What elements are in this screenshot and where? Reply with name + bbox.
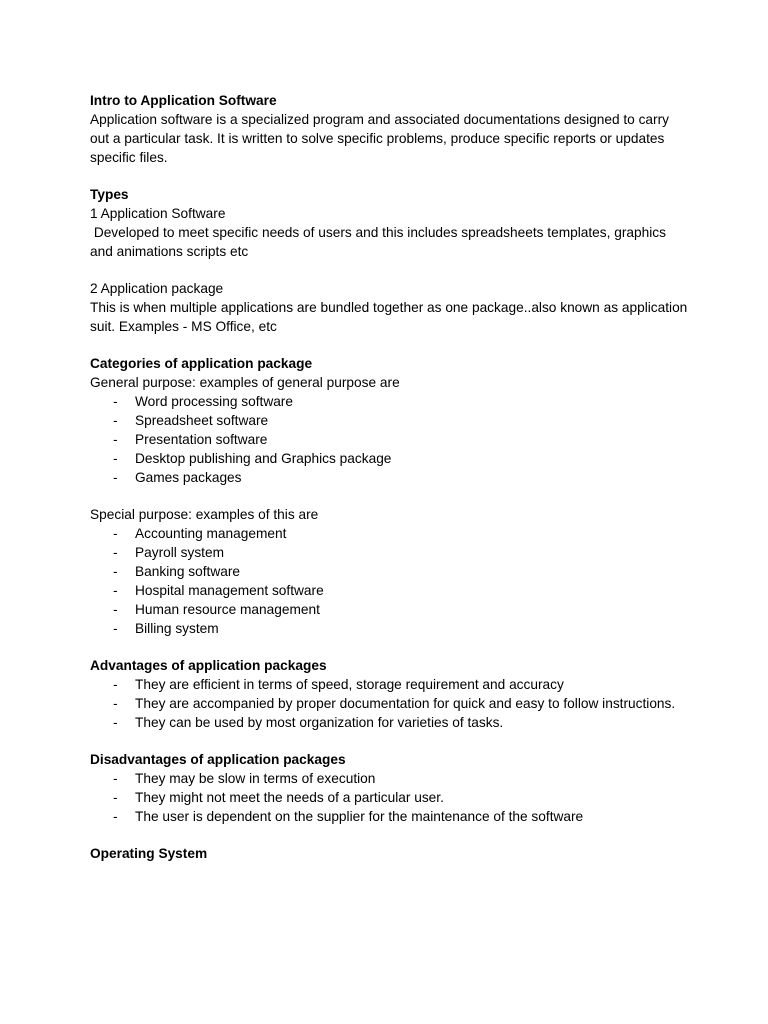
list-item: - Games packages: [90, 468, 690, 487]
general-purpose-list: [90, 392, 690, 487]
list-item: - They may be slow in terms of execution: [90, 769, 690, 788]
disadvantages-list: [90, 769, 690, 826]
list-item: - Hospital management software: [90, 581, 690, 600]
advantages-list: [90, 675, 690, 732]
list-item: - Billing system: [90, 619, 690, 638]
operating-system-heading: Operating System: [90, 846, 208, 861]
list-item: - Desktop publishing and Graphics package: [90, 449, 690, 468]
types-heading: Types: [90, 187, 129, 202]
list-item: - They are efficient in terms of speed, storage requirement and accuracy: [90, 675, 690, 694]
list-item: - Accounting management: [90, 524, 690, 543]
list-item: - Word processing software: [90, 392, 690, 411]
spacer: [90, 261, 690, 279]
type1-title: 1 Application Software: [90, 206, 226, 221]
intro-heading: Intro to Application Software: [90, 93, 277, 108]
type2-description: This is when multiple applications are bundled together as one package..also known as application suit. Examples - MS Office, etc: [90, 300, 692, 334]
list-item: - They might not meet the needs of a particular user.: [90, 788, 690, 807]
document-page: [90, 91, 690, 863]
general-purpose-intro: General purpose: examples of general purpose are: [90, 375, 400, 390]
list-item: - Payroll system: [90, 543, 690, 562]
spacer: [90, 826, 690, 844]
list-item: - The user is dependent on the supplier for the maintenance of the software: [90, 807, 690, 826]
list-item: - They are accompanied by proper documentation for quick and easy to follow instructions.: [90, 694, 690, 713]
categories-heading: Categories of application package: [90, 356, 313, 371]
list-item: - They can be used by most organization for varieties of tasks.: [90, 713, 690, 732]
list-item: - Banking software: [90, 562, 690, 581]
spacer: [90, 167, 690, 185]
special-purpose-intro: Special purpose: examples of this are: [90, 507, 319, 522]
spacer: [90, 732, 690, 750]
spacer: [90, 638, 690, 656]
type1-description: Developed to meet specific needs of users and this includes spreadsheets templates, graphics and animations scripts etc: [90, 225, 670, 259]
type2-title: 2 Application package: [90, 281, 224, 296]
advantages-heading: Advantages of application packages: [90, 658, 327, 673]
spacer: [90, 336, 690, 354]
list-item: - Human resource management: [90, 600, 690, 619]
intro-paragraph: Application software is a specialized program and associated documentations designed to carry out a particular task. It is written to solve specific problems, produce specific reports or updates specific files.: [90, 112, 673, 165]
spacer: [90, 487, 690, 505]
list-item: - Spreadsheet software: [90, 411, 690, 430]
special-purpose-list: [90, 524, 690, 638]
disadvantages-heading: Disadvantages of application packages: [90, 752, 346, 767]
list-item: - Presentation software: [90, 430, 690, 449]
